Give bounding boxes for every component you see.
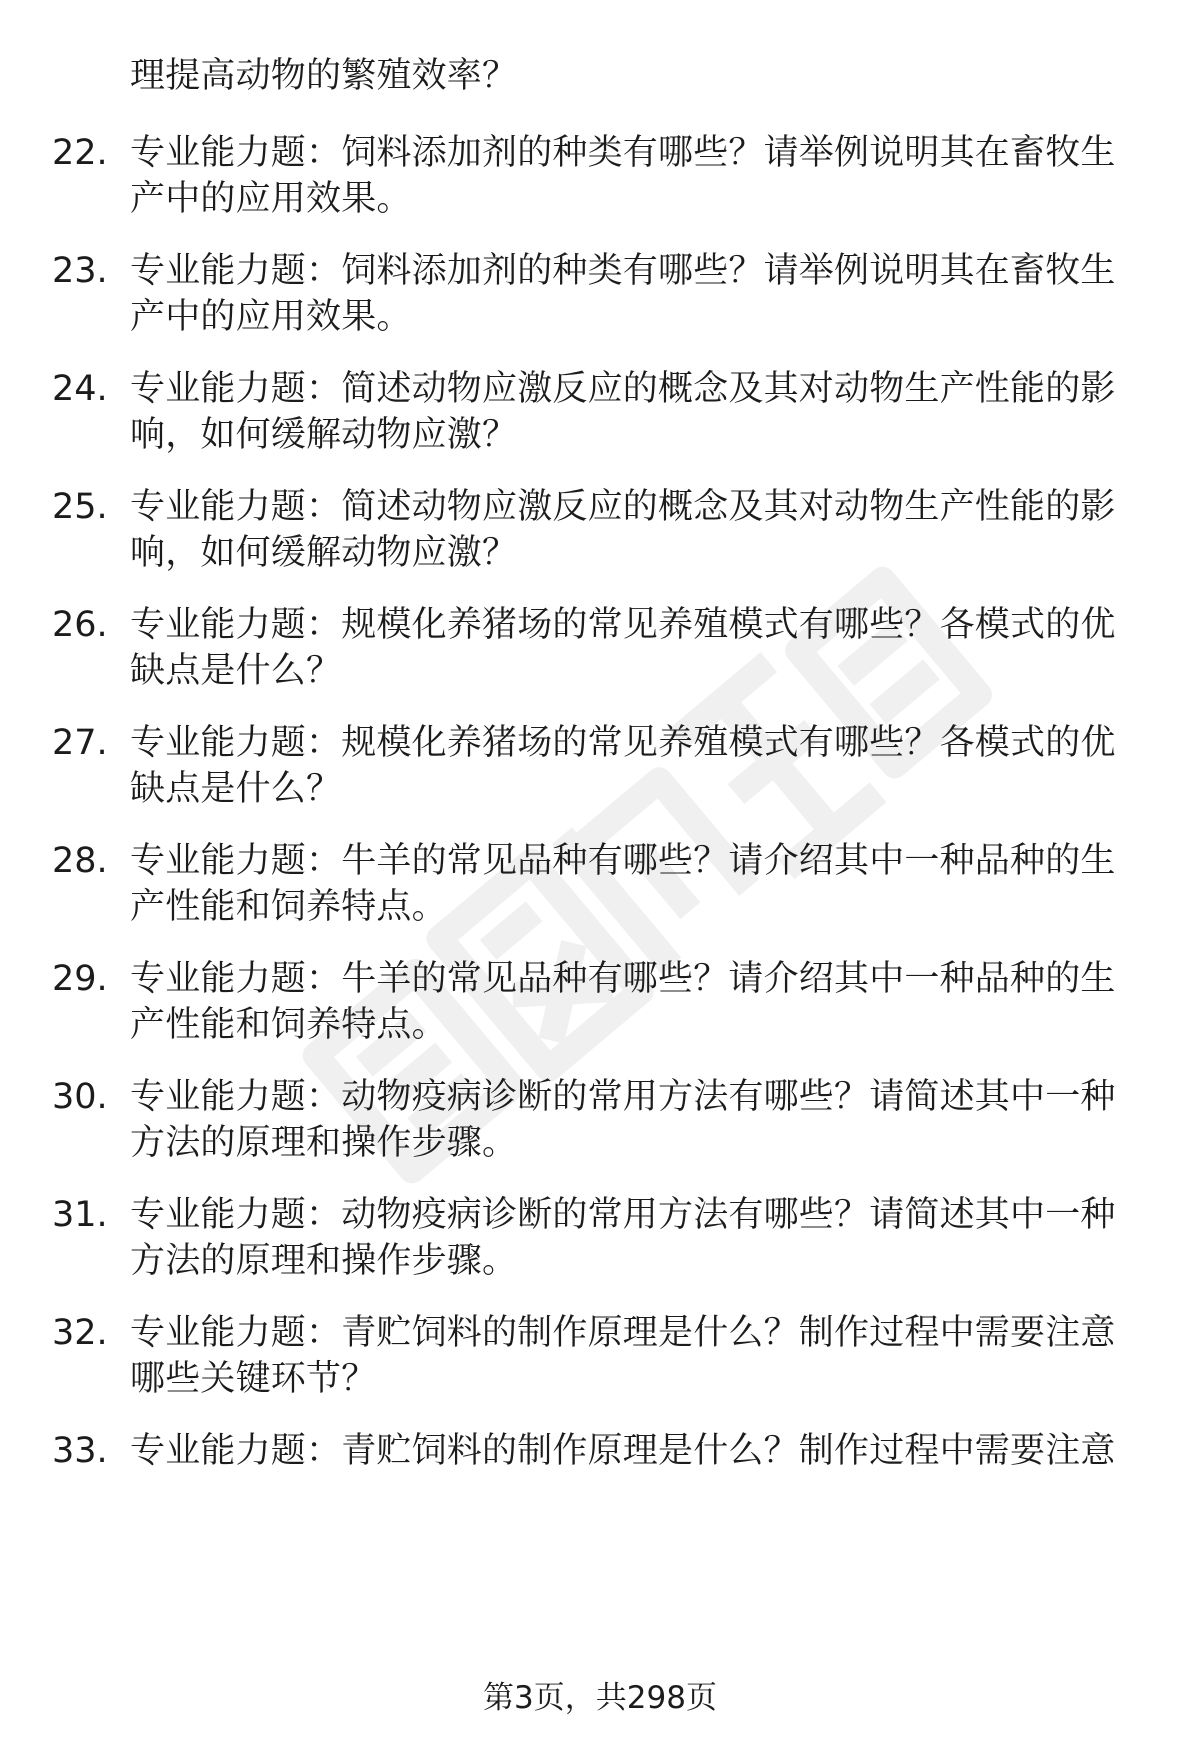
question-text-line-1: 专业能力题：青贮饲料的制作原理是什么？制作过程中需要注意	[130, 1313, 1116, 1353]
question-number: 28.	[52, 841, 108, 881]
question-text-line-2: 产性能和饲养特点。	[130, 1005, 447, 1045]
question-number: 33.	[52, 1431, 108, 1471]
question-number: 27.	[52, 723, 108, 763]
question-number: 22.	[52, 133, 108, 173]
question-number: 23.	[52, 251, 108, 291]
question-text-line-2: 产中的应用效果。	[130, 297, 412, 337]
question-text-line-1: 专业能力题：动物疫病诊断的常用方法有哪些？请简述其中一种	[130, 1077, 1116, 1117]
question-text-line-1: 专业能力题：牛羊的常见品种有哪些？请介绍其中一种品种的生	[130, 959, 1116, 999]
question-text-line-1: 专业能力题：饲料添加剂的种类有哪些？请举例说明其在畜牧生	[130, 251, 1116, 291]
question-text-line-1: 专业能力题：简述动物应激反应的概念及其对动物生产性能的影	[130, 369, 1116, 409]
question-number: 24.	[52, 369, 108, 409]
question-text-line-2: 响，如何缓解动物应激？	[130, 415, 518, 455]
question-text-line-1: 专业能力题：饲料添加剂的种类有哪些？请举例说明其在畜牧生	[130, 133, 1116, 173]
question-text-line-1: 专业能力题：规模化养猪场的常见养殖模式有哪些？各模式的优	[130, 723, 1116, 763]
question-number: 26.	[52, 605, 108, 645]
question-text-line-2: 产性能和饲养特点。	[130, 887, 447, 927]
page-footer: 第3页，共298页	[483, 1680, 717, 1716]
question-21-continuation: 理提高动物的繁殖效率？	[130, 56, 518, 96]
question-text-line-1: 专业能力题：青贮饲料的制作原理是什么？制作过程中需要注意	[130, 1431, 1116, 1471]
question-number: 31.	[52, 1195, 108, 1235]
question-text-line-1: 专业能力题：牛羊的常见品种有哪些？请介绍其中一种品种的生	[130, 841, 1116, 881]
question-text-line-1: 专业能力题：动物疫病诊断的常用方法有哪些？请简述其中一种	[130, 1195, 1116, 1235]
question-text-line-2: 缺点是什么？	[130, 651, 342, 691]
question-text-line-2: 哪些关键环节？	[130, 1359, 377, 1399]
question-number: 25.	[52, 487, 108, 527]
question-text-line-2: 方法的原理和操作步骤。	[130, 1241, 518, 1281]
question-text-line-2: 响，如何缓解动物应激？	[130, 533, 518, 573]
question-text-line-2: 缺点是什么？	[130, 769, 342, 809]
question-number: 29.	[52, 959, 108, 999]
question-text-line-2: 方法的原理和操作步骤。	[130, 1123, 518, 1163]
question-number: 32.	[52, 1313, 108, 1353]
question-number: 30.	[52, 1077, 108, 1117]
question-text-line-2: 产中的应用效果。	[130, 179, 412, 219]
question-text-line-1: 专业能力题：规模化养猪场的常见养殖模式有哪些？各模式的优	[130, 605, 1116, 645]
question-text-line-1: 专业能力题：简述动物应激反应的概念及其对动物生产性能的影	[130, 487, 1116, 527]
